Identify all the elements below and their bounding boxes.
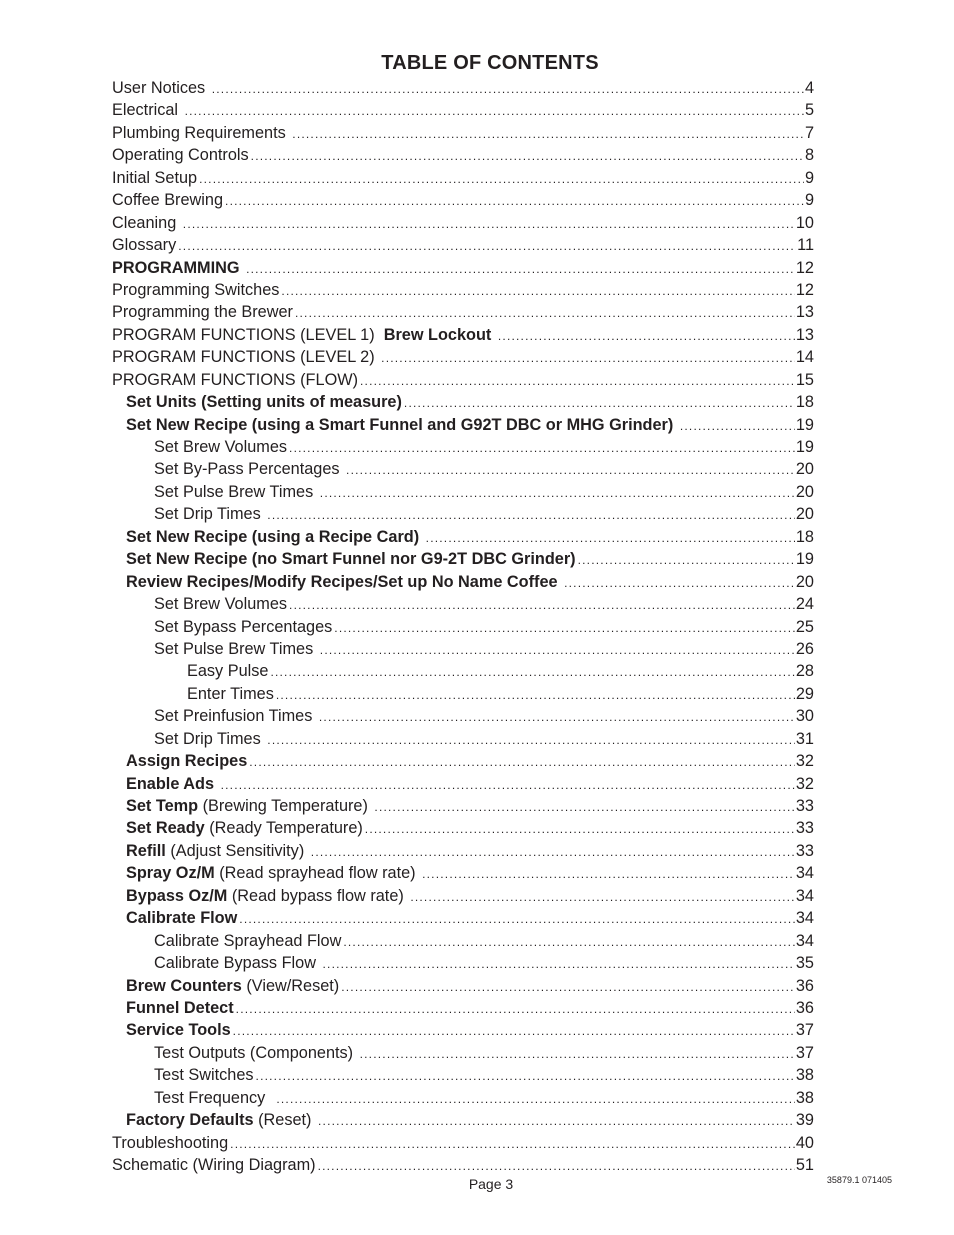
toc-entry: [112, 99, 814, 121]
toc-entry-label: [112, 234, 176, 256]
toc-entry: [112, 1154, 814, 1176]
toc-entry: [112, 1087, 814, 1109]
toc-entry-label-part: Cleaning: [112, 213, 181, 232]
toc-entry-label-part: Factory Defaults: [126, 1111, 254, 1130]
toc-entry: [112, 907, 814, 929]
toc-entry-label-part: Set New Recipe (using a Recipe Card): [126, 527, 424, 546]
toc-dot-leader: [341, 976, 795, 998]
toc-entry: [112, 616, 814, 638]
toc-dot-leader: [239, 908, 795, 930]
toc-dot-leader: [185, 100, 804, 122]
toc-dot-leader: [343, 931, 795, 953]
toc-entry: [112, 571, 814, 593]
toc-entry-label-part: Enable Ads: [126, 774, 219, 793]
toc-entry-page-number: 5: [804, 101, 814, 120]
toc-entry-page-number: 34: [795, 886, 814, 905]
toc-entry-label-part: Set New Recipe (using a Smart Funnel and G92T DBC or MHG Grinder): [126, 415, 678, 434]
document-code: 35879.1 071405: [826, 1175, 892, 1185]
toc-entry-label: [154, 481, 318, 503]
toc-dot-leader: [183, 213, 795, 235]
toc-entry-page-number: 20: [795, 482, 814, 501]
toc-dot-leader: [360, 370, 795, 392]
toc-entry-label-part: Calibrate Sprayhead Flow: [154, 931, 342, 950]
toc-entry: [112, 660, 814, 682]
toc-entry-page-number: 11: [797, 236, 814, 255]
toc-entry-label: [112, 324, 496, 346]
toc-dot-leader: [320, 482, 795, 504]
toc-entry-label: [126, 862, 420, 884]
page-number: Page 3: [468, 1176, 514, 1192]
toc-entry-label: [154, 930, 341, 952]
toc-entry-label-part: Troubleshooting: [112, 1133, 229, 1152]
toc-entry: [112, 862, 814, 884]
toc-dot-leader: [289, 594, 795, 616]
toc-entry: [112, 593, 814, 615]
toc-dot-leader: [410, 886, 795, 908]
toc-entry-label-part: Coffee Brewing: [112, 191, 224, 210]
toc-entry-page-number: 30: [795, 707, 814, 726]
toc-entry: [112, 1109, 814, 1131]
toc-entry-label: [112, 122, 290, 144]
toc-entry-page-number: 33: [795, 819, 814, 838]
toc-entry-page-number: 28: [795, 662, 814, 681]
toc-dot-leader: [249, 751, 795, 773]
page-title: TABLE OF CONTENTS: [381, 52, 599, 74]
toc-entry-label-part: User Notices: [112, 79, 210, 97]
toc-dot-leader: [230, 1133, 795, 1155]
toc-dot-leader: [178, 235, 796, 257]
toc-dot-leader: [256, 1065, 795, 1087]
toc-entry: [112, 526, 814, 548]
toc-dot-leader: [323, 953, 795, 975]
toc-entry-label-part: (View/Reset): [241, 976, 340, 995]
toc-entry-label-part: Test Outputs (Components): [154, 1043, 358, 1062]
toc-entry-label: [112, 257, 244, 279]
toc-entry-label: [126, 391, 402, 413]
toc-entry-label-part: Funnel Detect: [126, 998, 234, 1017]
toc-entry-label-part: Brew Lockout: [383, 325, 496, 344]
toc-entry-label-part: Plumbing Requirements: [112, 123, 291, 142]
toc-entry-label: [154, 1064, 254, 1086]
toc-dot-leader: [319, 706, 795, 728]
toc-entry: [112, 975, 814, 997]
toc-entry-label: [126, 997, 234, 1019]
toc-dot-leader: [221, 774, 795, 796]
toc-entry: [112, 1019, 814, 1041]
toc-entry: [112, 503, 814, 525]
toc-entry-label-part: Service Tools: [126, 1021, 231, 1040]
toc-dot-leader: [276, 684, 795, 706]
toc-dot-leader: [267, 504, 795, 526]
toc-entry-label: [154, 458, 344, 480]
toc-dot-leader: [281, 280, 794, 302]
toc-entry-label-part: Set Bypass Percentages: [154, 617, 333, 636]
toc-entry-label: [126, 885, 408, 907]
toc-entry-label-part: Set Temp: [126, 797, 199, 815]
toc-dot-leader: [422, 863, 795, 885]
toc-dot-leader: [578, 549, 795, 571]
toc-entry-label-part: Set Preinfusion Times: [154, 707, 317, 726]
toc-entry-page-number: 34: [795, 864, 814, 883]
toc-entry-label: [126, 414, 678, 436]
toc-entry-label-part: PROGRAMMING: [112, 258, 245, 277]
toc-entry-label-part: Set Drip Times: [154, 505, 266, 524]
toc-entry-label-part: Review Recipes/Modify Recipes/Set up No Name Coffee: [126, 572, 563, 591]
toc-entry: [112, 436, 814, 458]
toc-entry-label: [126, 526, 424, 548]
toc-entry-page-number: 18: [795, 527, 814, 546]
toc-entry-page-number: 37: [795, 1043, 814, 1062]
toc-entry: [112, 997, 814, 1019]
toc-entry: [112, 481, 814, 503]
toc-entry-label: [154, 1087, 274, 1109]
toc-entry-page-number: 8: [804, 146, 814, 165]
toc-entry-label-part: Test Frequency: [154, 1088, 275, 1107]
toc-entry-label: [126, 975, 339, 997]
toc-entry: [112, 324, 814, 346]
toc-entry-page-number: 33: [795, 797, 814, 815]
toc-dot-leader: [334, 617, 795, 639]
toc-entry-label-part: Refill: [126, 841, 166, 860]
toc-entry-page-number: 33: [795, 841, 814, 860]
toc-dot-leader: [360, 1043, 795, 1065]
toc-dot-leader: [404, 392, 795, 414]
toc-entry-label-part: (Ready Temperature): [204, 819, 363, 838]
toc-dot-leader: [233, 1020, 795, 1042]
toc-entry: [112, 705, 814, 727]
toc-dot-leader: [680, 415, 795, 437]
toc-entry-label-part: (Adjust Sensitivity): [165, 841, 309, 860]
toc-entry-page-number: 37: [795, 1021, 814, 1040]
toc-entry-page-number: 13: [795, 303, 814, 322]
toc-entry: [112, 952, 814, 974]
toc-entry-label: [112, 212, 181, 234]
toc-dot-leader: [295, 302, 795, 324]
toc-entry: [112, 728, 814, 750]
toc-entry-label: [154, 436, 287, 458]
toc-entry-page-number: 32: [795, 774, 814, 793]
toc-dot-leader: [199, 168, 804, 190]
toc-entry-page-number: 34: [795, 931, 814, 950]
toc-entry: [112, 930, 814, 952]
toc-entry-page-number: 26: [795, 639, 814, 658]
toc-entry-label: [154, 638, 318, 660]
toc-dot-leader: [365, 818, 795, 840]
toc-entry-label: [126, 817, 363, 839]
toc-entry: [112, 1132, 814, 1154]
toc-entry-label-part: Easy Pulse: [187, 662, 269, 681]
toc-entry-label-part: Glossary: [112, 236, 177, 255]
toc-entry-label: [126, 548, 576, 570]
toc-entry: [112, 638, 814, 660]
toc-entry: [112, 840, 814, 862]
toc-entry-label-part: Operating Controls: [112, 146, 249, 165]
toc-entry-label: [112, 1154, 316, 1176]
toc-dot-leader: [289, 437, 795, 459]
toc-dot-leader: [246, 258, 795, 280]
toc-entry-page-number: 12: [795, 280, 814, 299]
toc-entry-page-number: 36: [795, 976, 814, 995]
toc-entry-page-number: 39: [795, 1111, 814, 1130]
toc-dot-leader: [381, 347, 795, 369]
toc-entry-label-part: Calibrate Flow: [126, 909, 238, 928]
toc-entry-page-number: 9: [804, 168, 814, 187]
toc-entry-label-part: Programming the Brewer: [112, 303, 293, 322]
toc-entry: [112, 391, 814, 413]
toc-entry: [112, 144, 814, 166]
toc-entry-label-part: Initial Setup: [112, 168, 198, 187]
toc-entry-label-part: Set New Recipe (no Smart Funnel nor G9-2T DBC Grinder): [126, 550, 576, 569]
toc-entry-label: [154, 593, 287, 615]
toc-entry-label-part: Set Pulse Brew Times: [154, 482, 318, 501]
toc-entry: [112, 795, 814, 817]
toc-entry: [112, 1064, 814, 1086]
toc-entry-label: [126, 1019, 231, 1041]
toc-entry-label-part: Schematic (Wiring Diagram): [112, 1156, 316, 1174]
toc-entry-label: [154, 616, 332, 638]
toc-entry-page-number: 20: [795, 460, 814, 479]
toc-entry-page-number: 10: [795, 213, 814, 232]
toc-entry-label-part: Calibrate Bypass Flow: [154, 954, 321, 973]
toc-entry-label: [126, 571, 562, 593]
toc-entry-label-part: Test Switches: [154, 1066, 254, 1085]
toc-entry-label-part: (Read bypass flow rate): [227, 886, 409, 905]
toc-entry-page-number: 18: [795, 393, 814, 412]
toc-entry-page-number: 19: [795, 438, 814, 456]
toc-dot-leader: [346, 459, 795, 481]
toc-entry-label-part: Programming Switches: [112, 280, 280, 299]
toc-entry-label-part: Electrical: [112, 101, 183, 120]
toc-entry: [112, 234, 814, 256]
toc-entry: [112, 301, 814, 323]
toc-entry-label: [126, 907, 237, 929]
table-of-contents: [112, 77, 814, 1176]
toc-entry-page-number: 35: [795, 954, 814, 973]
toc-entry-page-number: 34: [795, 909, 814, 928]
toc-dot-leader: [318, 1110, 795, 1132]
toc-entry-label: [154, 705, 317, 727]
toc-dot-leader: [270, 661, 794, 683]
toc-entry: [112, 257, 814, 279]
toc-entry-label-part: PROGRAM FUNCTIONS (FLOW): [112, 370, 359, 389]
toc-entry-page-number: 9: [804, 191, 814, 210]
toc-entry-page-number: 31: [795, 729, 814, 748]
toc-entry-label: [112, 301, 293, 323]
toc-entry-label: [112, 167, 197, 189]
toc-entry-label-part: (Reset): [253, 1111, 317, 1130]
toc-entry-label-part: Brew Counters: [126, 976, 242, 995]
toc-entry-label: [126, 773, 219, 795]
toc-entry: [112, 458, 814, 480]
toc-entry-label-part: PROGRAM FUNCTIONS (LEVEL 1): [112, 325, 384, 344]
toc-entry-label-part: Set Brew Volumes: [154, 438, 288, 456]
toc-entry-page-number: 4: [804, 79, 814, 97]
toc-dot-leader: [426, 527, 795, 549]
toc-entry-page-number: 20: [795, 505, 814, 524]
toc-entry-label-part: (Read sprayhead flow rate): [214, 864, 421, 883]
toc-entry: [112, 773, 814, 795]
toc-entry-page-number: 20: [795, 572, 814, 591]
toc-entry-label: [126, 840, 309, 862]
toc-entry: [112, 1042, 814, 1064]
toc-entry-label: [112, 189, 223, 211]
toc-entry-label-part: PROGRAM FUNCTIONS (LEVEL 2): [112, 348, 380, 367]
toc-entry-label: [126, 795, 372, 817]
toc-dot-leader: [251, 145, 804, 167]
toc-entry: [112, 279, 814, 301]
toc-dot-leader: [212, 78, 804, 100]
toc-entry-label: [126, 750, 247, 772]
toc-entry: [112, 77, 814, 99]
toc-dot-leader: [564, 572, 795, 594]
toc-entry-page-number: 24: [795, 595, 814, 614]
toc-entry-label: [112, 77, 210, 99]
toc-entry-label-part: Set Ready: [126, 819, 205, 838]
toc-entry-page-number: 14: [795, 348, 814, 367]
toc-entry-label: [112, 144, 249, 166]
toc-entry-label: [154, 503, 265, 525]
toc-entry: [112, 548, 814, 570]
toc-entry: [112, 369, 814, 391]
toc-entry: [112, 122, 814, 144]
toc-entry: [112, 189, 814, 211]
toc-entry: [112, 817, 814, 839]
toc-dot-leader: [374, 796, 794, 818]
toc-entry-page-number: 51: [795, 1156, 814, 1174]
toc-entry-page-number: 12: [795, 258, 814, 277]
toc-dot-leader: [311, 841, 795, 863]
toc-dot-leader: [292, 123, 804, 145]
toc-entry-page-number: 29: [795, 684, 814, 703]
toc-entry-page-number: 38: [795, 1088, 814, 1107]
toc-entry-label-part: (Brewing Temperature): [198, 797, 373, 815]
toc-entry-label: [154, 1042, 358, 1064]
toc-entry-label-part: Set Brew Volumes: [154, 595, 288, 614]
toc-entry-label: [112, 99, 183, 121]
toc-entry-page-number: 15: [795, 370, 814, 389]
toc-entry: [112, 885, 814, 907]
toc-entry-label: [154, 952, 321, 974]
toc-dot-leader: [236, 998, 795, 1020]
toc-entry-label: [112, 346, 379, 368]
toc-entry-label: [187, 660, 268, 682]
toc-entry-label-part: Enter Times: [187, 684, 274, 703]
toc-entry-label: [126, 1109, 316, 1131]
toc-entry-label-part: Assign Recipes: [126, 752, 248, 771]
toc-entry-label: [112, 369, 358, 391]
toc-entry-page-number: 25: [795, 617, 814, 636]
toc-entry-label: [187, 683, 274, 705]
toc-dot-leader: [318, 1155, 795, 1177]
toc-entry-page-number: 38: [795, 1066, 814, 1085]
toc-entry-page-number: 40: [795, 1133, 814, 1152]
toc-entry: [112, 683, 814, 705]
toc-entry-label-part: Set Units (Setting units of measure): [126, 393, 402, 412]
toc-entry-page-number: 36: [795, 998, 814, 1017]
toc-entry-label: [154, 728, 265, 750]
toc-dot-leader: [320, 639, 795, 661]
toc-entry-page-number: 32: [795, 752, 814, 771]
toc-entry-label: [112, 279, 279, 301]
toc-entry-label-part: Set Pulse Brew Times: [154, 639, 318, 658]
toc-entry-label-part: Bypass Oz/M: [126, 886, 228, 905]
toc-entry-label: [112, 1132, 228, 1154]
toc-entry: [112, 346, 814, 368]
toc-dot-leader: [225, 190, 804, 212]
toc-entry-label-part: Set Drip Times: [154, 729, 266, 748]
toc-entry-label-part: Spray Oz/M: [126, 864, 215, 883]
toc-entry-page-number: 19: [795, 415, 814, 434]
toc-entry: [112, 750, 814, 772]
toc-entry: [112, 414, 814, 436]
toc-entry-page-number: 7: [804, 123, 814, 142]
toc-dot-leader: [267, 729, 795, 751]
toc-dot-leader: [276, 1088, 795, 1110]
toc-entry-page-number: 13: [795, 325, 814, 344]
toc-entry: [112, 212, 814, 234]
toc-entry-label-part: Set By-Pass Percentages: [154, 460, 345, 479]
toc-dot-leader: [498, 325, 795, 347]
toc-entry-page-number: 19: [795, 550, 814, 569]
toc-entry: [112, 167, 814, 189]
